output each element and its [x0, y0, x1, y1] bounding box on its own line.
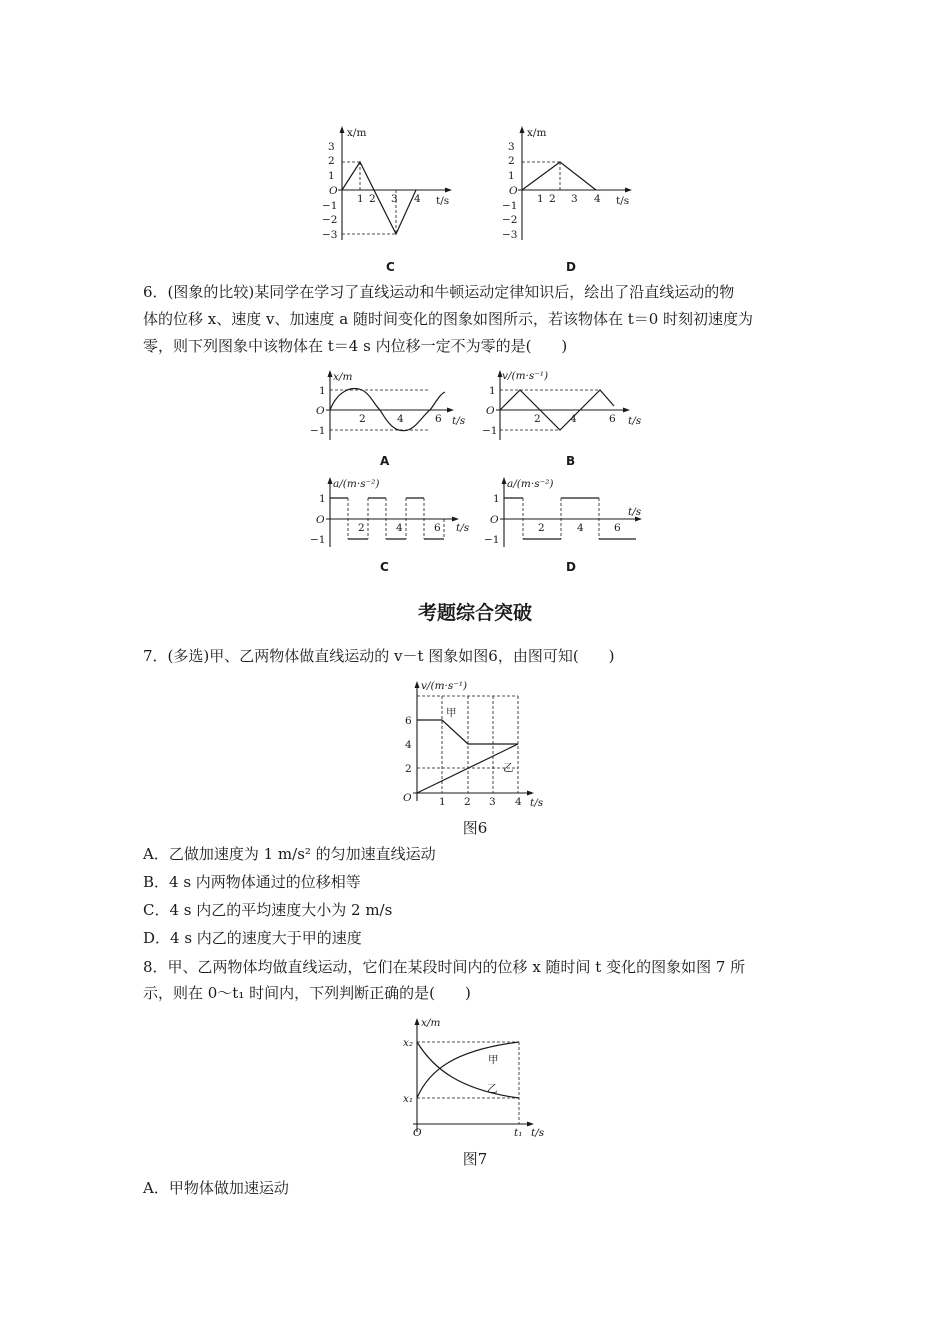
ytick: −1	[502, 200, 518, 212]
q7-vt-graph	[395, 675, 555, 810]
xtick: 2	[358, 522, 365, 534]
jia-label: 甲	[446, 707, 457, 719]
x-axis-label: t/s	[456, 522, 470, 534]
xtick: 4	[396, 522, 403, 534]
ytick: −2	[502, 214, 518, 226]
figure-caption: C	[380, 560, 389, 574]
q6-d-graph	[478, 475, 658, 555]
ytick: 1	[319, 493, 326, 505]
x-axis-label: t/s	[628, 415, 642, 427]
q6-line-2: 体的位移 x、速度 v、加速度 a 随时间变化的图象如图所示，若该物体在 t＝0 时刻初速度为	[143, 310, 754, 328]
figure-caption: D	[566, 560, 576, 574]
yi-curve	[417, 1042, 519, 1098]
ytick: −3	[322, 229, 338, 241]
yi-label: 乙	[503, 762, 514, 774]
ytick: 1	[328, 170, 335, 182]
ytick: 6	[405, 715, 412, 727]
ytick: 2	[405, 763, 412, 775]
xtick: 6	[434, 522, 441, 534]
xtick: 2	[369, 193, 376, 205]
xtick: 6	[614, 522, 621, 534]
ytick: 2	[328, 155, 335, 167]
ytick: −1	[482, 425, 498, 437]
q6-c-graph	[300, 475, 470, 555]
xtick: 3	[571, 193, 578, 205]
xtick: 4	[397, 413, 404, 425]
xtick: 4	[515, 796, 522, 808]
ytick: −1	[322, 200, 338, 212]
origin-label: O	[329, 185, 338, 197]
q8-figure-caption: 图7	[462, 1150, 488, 1168]
xtick: 2	[538, 522, 545, 534]
origin-label: O	[403, 792, 412, 804]
x-axis-label: t/s	[628, 506, 642, 518]
q6-line-1: 6．(图象的比较)某同学在学习了直线运动和牛顿运动定律知识后，绘出了沿直线运动的物	[143, 283, 735, 301]
xtick: 4	[570, 413, 577, 425]
figure-top-d	[500, 122, 650, 274]
xtick: 6	[609, 413, 616, 425]
q8-line-2: 示，则在 0～t₁ 时间内，下列判断正确的是( )	[143, 984, 471, 1002]
q7-figure-caption: 图6	[462, 819, 488, 837]
xtick: 1	[357, 193, 364, 205]
x-axis-label: t/s	[530, 797, 544, 809]
q6-b-graph	[478, 368, 648, 448]
q8-option-a: A．甲物体做加速运动	[143, 1179, 289, 1197]
q7-option-b: B．4 s 内两物体通过的位移相等	[143, 873, 361, 891]
y-axis-label: a/(m·s⁻²)	[507, 478, 554, 490]
q7-option-c: C．4 s 内乙的平均速度大小为 2 m/s	[143, 901, 393, 919]
ytick: 3	[328, 141, 335, 153]
xtick: 6	[435, 413, 442, 425]
figure-caption: D	[566, 260, 576, 274]
xtick: 3	[391, 193, 398, 205]
top-d-graph	[500, 122, 650, 252]
xtick: 1	[439, 796, 446, 808]
ytick: −1	[310, 425, 326, 437]
y-axis-label: a/(m·s⁻²)	[333, 478, 380, 490]
xtick: 2	[549, 193, 556, 205]
ytick: 1	[493, 493, 500, 505]
xtick: 2	[359, 413, 366, 425]
top-c-graph	[320, 122, 470, 252]
q6-figure-b	[478, 368, 648, 468]
y-axis-label: x/m	[527, 127, 547, 139]
figure-top-c	[320, 122, 470, 274]
xtick: 1	[537, 193, 544, 205]
ytick: 1	[489, 385, 496, 397]
x-t-line	[342, 162, 416, 234]
jia-curve	[417, 1042, 519, 1098]
ytick: −2	[322, 214, 338, 226]
xtick: 2	[534, 413, 541, 425]
x-axis-label: t/s	[436, 195, 450, 207]
q8-figure	[395, 1012, 555, 1146]
q7-figure	[395, 675, 555, 814]
origin-label: O	[490, 514, 499, 526]
q6-figure-c	[300, 475, 470, 574]
yi-label: 乙	[487, 1083, 498, 1095]
xtick: 2	[464, 796, 471, 808]
y-axis-label: x/m	[333, 371, 353, 383]
q8-xt-graph	[395, 1012, 555, 1142]
q8-line-1: 8．甲、乙两物体均做直线运动，它们在某段时间内的位移 x 随时间 t 变化的图象如图 7 所	[143, 958, 746, 976]
ytick: 3	[508, 141, 515, 153]
q7-option-a: A．乙做加速度为 1 m/s² 的匀加速直线运动	[143, 845, 436, 863]
x-axis-label: t/s	[616, 195, 630, 207]
x-t-line	[522, 162, 596, 190]
xtick: 4	[414, 193, 421, 205]
figure-caption: B	[566, 454, 576, 468]
origin-label: O	[413, 1127, 422, 1139]
x1-label: x₁	[403, 1093, 414, 1105]
origin-label: O	[316, 405, 325, 417]
xtick: 4	[577, 522, 584, 534]
q6-figure-d	[478, 475, 658, 574]
y-axis-label: v/(m·s⁻¹)	[502, 370, 549, 382]
q7-stem: 7．(多选)甲、乙两物体做直线运动的 v－t 图象如图6，由图可知( )	[143, 647, 615, 665]
x-axis-label: t/s	[452, 415, 466, 427]
origin-label: O	[486, 405, 495, 417]
q7-option-d: D．4 s 内乙的速度大于甲的速度	[143, 929, 362, 947]
q6-a-graph	[300, 368, 470, 448]
t1-label: t₁	[514, 1127, 523, 1139]
ytick: −3	[502, 229, 518, 241]
ytick: 4	[405, 739, 412, 751]
x2-label: x₂	[403, 1037, 414, 1049]
xtick: 3	[489, 796, 496, 808]
y-axis-label: x/m	[421, 1017, 441, 1029]
figure-caption: A	[380, 454, 390, 468]
y-axis-label: v/(m·s⁻¹)	[421, 680, 468, 692]
ytick: 1	[508, 170, 515, 182]
y-axis-label: x/m	[347, 127, 367, 139]
ytick: −1	[310, 534, 326, 546]
q6-line-3: 零，则下列图象中该物体在 t＝4 s 内位移一定不为零的是( )	[143, 337, 568, 355]
section-title: 考题综合突破	[417, 602, 532, 624]
figure-caption: C	[386, 260, 395, 274]
x-axis-label: t/s	[531, 1127, 545, 1139]
q6-figure-a	[300, 368, 470, 468]
origin-label: O	[316, 514, 325, 526]
origin-label: O	[509, 185, 518, 197]
ytick: −1	[484, 534, 500, 546]
xtick: 4	[594, 193, 601, 205]
ytick: 2	[508, 155, 515, 167]
ytick: 1	[319, 385, 326, 397]
jia-label: 甲	[488, 1054, 499, 1066]
jia-line	[417, 720, 518, 744]
